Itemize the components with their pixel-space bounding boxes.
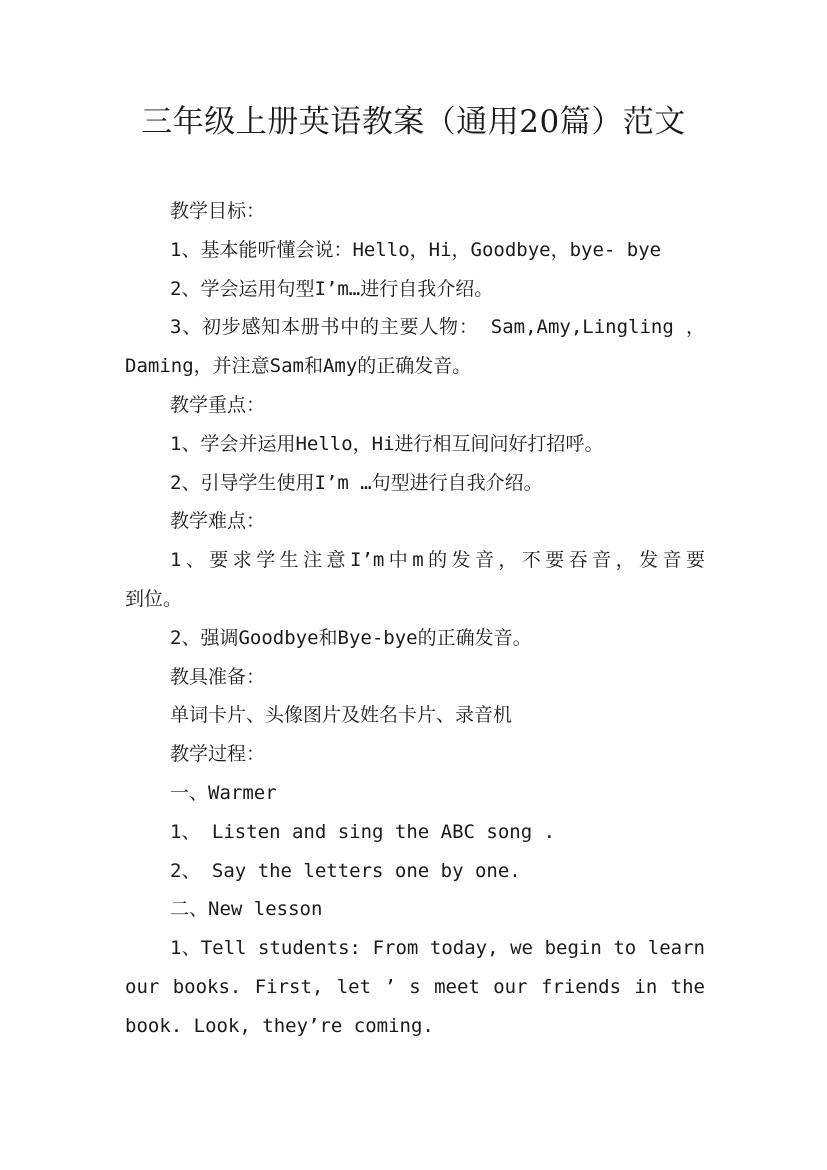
key-point-1: 1、学会并运用Hello，Hi进行相互间问好打招呼。 <box>170 432 604 455</box>
objective-1: 1、基本能听懂会说：Hello，Hi，Goodbye，bye- bye <box>170 238 662 261</box>
section-new-lesson: 二、New lesson <box>170 898 323 921</box>
difficulty-1-line-1: 1、要求学生注意I’m中m的发音，不要吞音，发音要 <box>170 549 705 572</box>
heading-teaching-objectives: 教学目标： <box>170 200 266 222</box>
heading-teaching-process: 教学过程： <box>170 743 266 766</box>
new-lesson-step-1-line-3: book. Look, they’re coming. <box>125 1014 434 1037</box>
heading-teaching-aids: 教具准备： <box>170 665 266 688</box>
key-point-2: 2、引导学生使用I’m …句型进行自我介绍。 <box>170 471 543 494</box>
heading-difficulties: 教学难点： <box>170 510 266 533</box>
difficulty-1-line-2: 到位。 <box>125 587 183 610</box>
objective-2: 2、学会运用句型I’m…进行自我介绍。 <box>170 277 494 300</box>
section-warmer: 一、Warmer <box>170 781 277 804</box>
heading-key-points: 教学重点： <box>170 393 266 416</box>
document-title: 三年级上册英语教案（通用20篇）范文 <box>141 104 686 140</box>
warmer-step-2: 2、 Say the letters one by one. <box>170 859 521 882</box>
objective-3-line-1: 3、初步感知本册书中的主要人物： Sam,Amy,Lingling ， <box>170 316 705 339</box>
warmer-step-1: 1、 Listen and sing the ABC song . <box>170 820 556 843</box>
new-lesson-step-1-line-2: our books. First, let ’ s meet our friends in the <box>125 975 705 998</box>
difficulty-2: 2、强调Goodbye和Bye-bye的正确发音。 <box>170 626 532 649</box>
objective-3-line-2: Daming，并注意Sam和Amy的正确发音。 <box>125 355 472 378</box>
document-body <box>125 192 705 1046</box>
new-lesson-step-1-line-1: 1、Tell students: From today, we begin to learn <box>170 937 705 960</box>
teaching-aids-list: 单词卡片、头像图片及姓名卡片、录音机 <box>170 704 513 727</box>
